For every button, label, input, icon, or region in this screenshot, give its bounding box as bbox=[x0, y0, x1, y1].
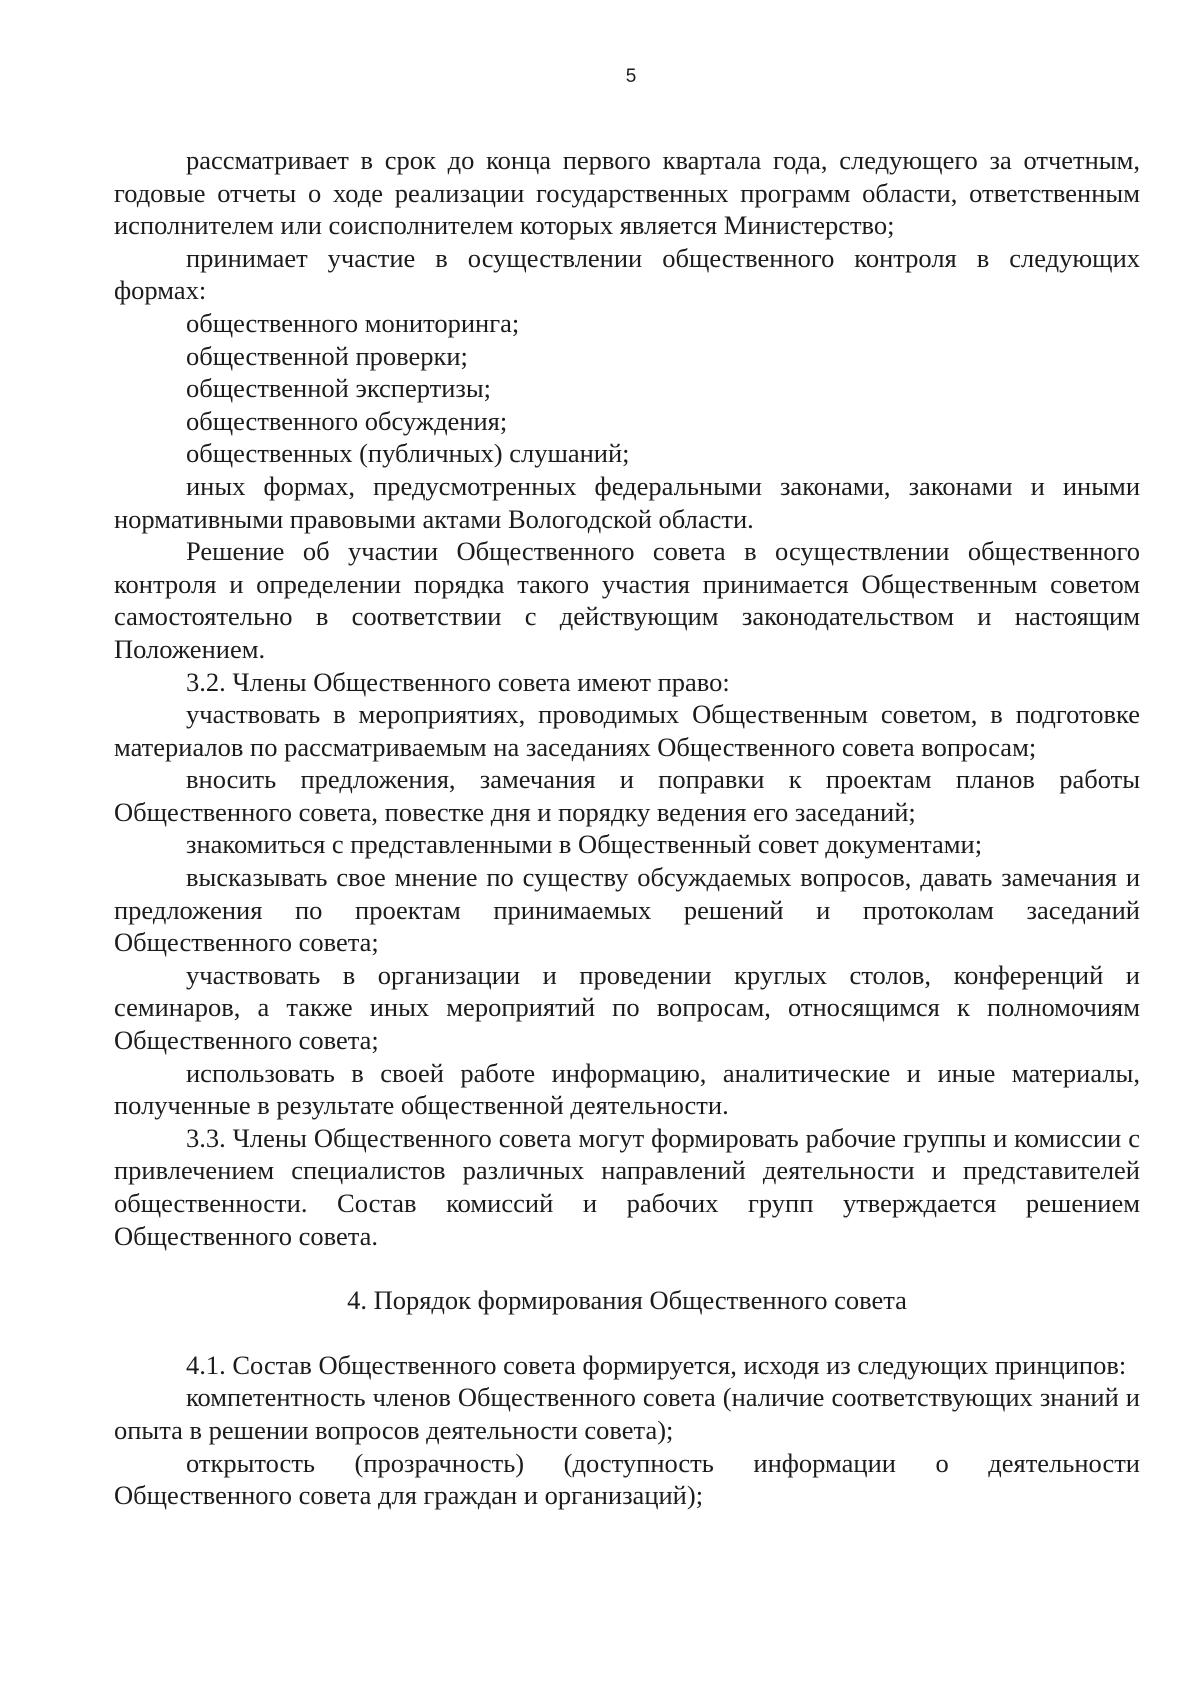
list-item: компетентность членов Общественного совета (наличие соответствующих знаний и опыта в решении вопросов деятельности совета); bbox=[114, 1382, 1140, 1445]
paragraph: Решение об участии Общественного совета в осуществлении общественного контроля и определении порядка такого участия принимается Общественным советом самостоятельно в соответствии с действующим законодательством и настоящим Положением. bbox=[114, 536, 1140, 664]
list-item: участвовать в организации и проведении круглых столов, конференций и семинаров, а также иных мероприятий по вопросам, относящимся к полномочиям Общественного совета; bbox=[114, 959, 1140, 1056]
clause-3-3: 3.3. Члены Общественного совета могут формировать рабочие группы и комиссии с привлечением специалистов различных направлений деятельности и представителей общественности. Состав комиссий и рабочих групп утверждается решением Общественного совета. bbox=[114, 1122, 1140, 1251]
list-item: высказывать свое мнение по существу обсуждаемых вопросов, давать замечания и предложения по проектам принимаемых решений и протоколам заседаний Общественного совета; bbox=[114, 862, 1140, 958]
list-item: использовать в своей работе информацию, аналитические и иные материалы, полученные в результате общественной деятельности. bbox=[114, 1057, 1140, 1121]
section-heading: 4. Порядок формирования Общественного совета bbox=[347, 1285, 907, 1316]
list-item: вносить предложения, замечания и поправки к проектам планов работы Общественного совета, повестке дня и порядку ведения его заседаний; bbox=[114, 764, 1140, 827]
paragraph: рассматривает в срок до конца первого квартала года, следующего за отчетным, годовые отчеты о ходе реализации государственных программ области, ответственным исполнителем или соисполнителем которых является Министерство; bbox=[114, 145, 1140, 241]
list-item: участвовать в мероприятиях, проводимых Общественным советом, в подготовке материалов по рассматриваемым на заседаниях Общественного совета вопросам; bbox=[114, 699, 1140, 762]
list-item: общественного обсуждения; bbox=[186, 405, 508, 436]
paragraph: иных формах, предусмотренных федеральными законами, законами и иными нормативными правовыми актами Вологодской области. bbox=[114, 470, 1140, 534]
list-item: знакомиться с представленными в Общественный совет документами; bbox=[186, 829, 983, 860]
clause-3-2: 3.2. Члены Общественного совета имеют право: bbox=[186, 666, 730, 697]
list-item: общественного мониторинга; bbox=[186, 307, 520, 338]
clause-4-1: 4.1. Состав Общественного совета формируется, исходя из следующих принципов: bbox=[186, 1349, 1127, 1380]
list-item: открытость (прозрачность) (доступность информации о деятельности Общественного совета для граждан и организаций); bbox=[114, 1447, 1140, 1511]
list-item: общественной проверки; bbox=[186, 340, 468, 371]
list-item: общественных (публичных) слушаний; bbox=[186, 438, 630, 469]
list-item: общественной экспертизы; bbox=[186, 373, 492, 404]
page-number: 5 bbox=[625, 66, 637, 87]
paragraph: принимает участие в осуществлении общественного контроля в следующих формах: bbox=[114, 242, 1140, 306]
document-body bbox=[114, 144, 1140, 1512]
